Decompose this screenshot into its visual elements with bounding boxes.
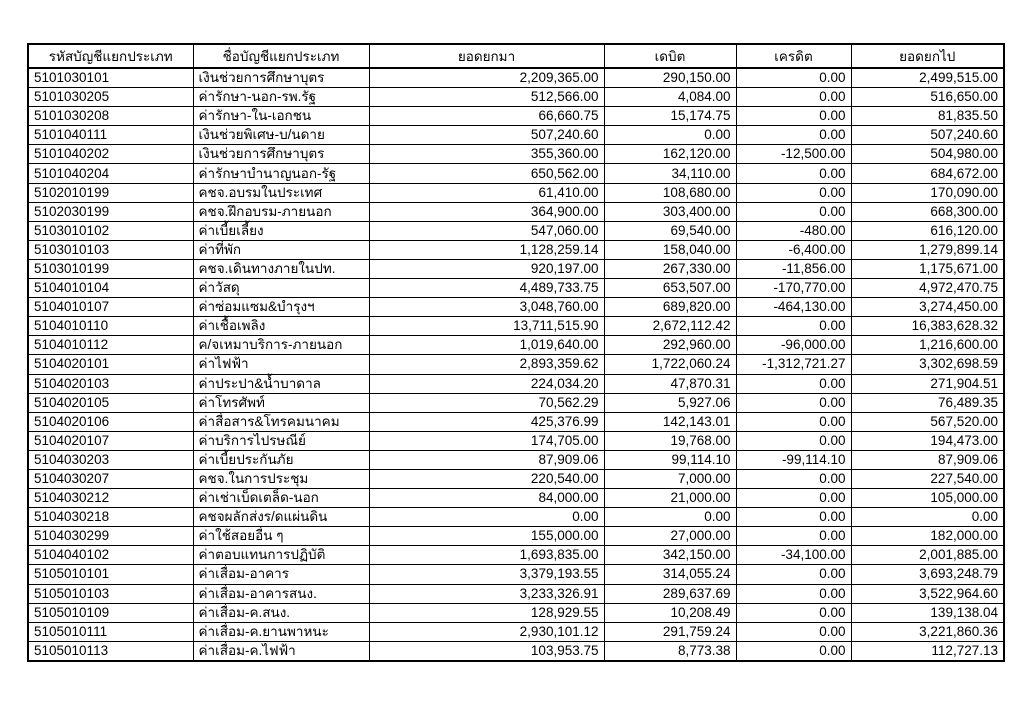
table-row xyxy=(28,489,1004,508)
balance-forward-cell: 425,376.99 xyxy=(369,412,604,431)
account-name-cell: ค่าเสื่อม-ค.สนง. xyxy=(193,603,369,622)
table-row xyxy=(28,68,1004,88)
account-code-cell: 5104020106 xyxy=(28,412,193,431)
account-name-cell: ค่าบริการไปรษณีย์ xyxy=(193,431,369,450)
balance-forward-cell: 174,705.00 xyxy=(369,431,604,450)
table-row xyxy=(28,527,1004,546)
debit-cell: 292,960.00 xyxy=(604,336,736,355)
debit-cell: 1,722,060.24 xyxy=(604,355,736,374)
debit-cell: 108,680.00 xyxy=(604,183,736,202)
credit-cell: -6,400.00 xyxy=(736,240,851,259)
credit-cell: 0.00 xyxy=(736,565,851,584)
table-row xyxy=(28,183,1004,202)
account-name-cell: ค่าประปา&น้ำบาดาล xyxy=(193,374,369,393)
debit-cell: 142,143.01 xyxy=(604,412,736,431)
account-name-cell: ค่าเสื่อม-อาคาร xyxy=(193,565,369,584)
account-code-cell: 5104010104 xyxy=(28,279,193,298)
balance-carried-cell: 112,727.13 xyxy=(851,641,1004,661)
account-code-cell: 5104030218 xyxy=(28,508,193,527)
header-account-name: ชื่อบัญชีแยกประเภท xyxy=(193,44,369,68)
table-header xyxy=(28,44,1004,68)
header-row xyxy=(28,44,1004,68)
account-code-cell: 5105010113 xyxy=(28,641,193,661)
credit-cell: 0.00 xyxy=(736,126,851,145)
account-code-cell: 5104020101 xyxy=(28,355,193,374)
balance-carried-cell: 3,302,698.59 xyxy=(851,355,1004,374)
balance-forward-cell: 355,360.00 xyxy=(369,145,604,164)
balance-carried-cell: 139,138.04 xyxy=(851,603,1004,622)
balance-carried-cell: 567,520.00 xyxy=(851,412,1004,431)
account-name-cell: คชจ.อบรมในประเทศ xyxy=(193,183,369,202)
debit-cell: 19,768.00 xyxy=(604,431,736,450)
credit-cell: 0.00 xyxy=(736,508,851,527)
balance-forward-cell: 3,048,760.00 xyxy=(369,298,604,317)
account-code-cell: 5101030101 xyxy=(28,68,193,88)
table-row xyxy=(28,107,1004,126)
account-name-cell: ค่าใช้สอยอื่น ๆ xyxy=(193,527,369,546)
table-row xyxy=(28,450,1004,469)
debit-cell: 342,150.00 xyxy=(604,546,736,565)
account-name-cell: คชจ.เดินทางภายในปท. xyxy=(193,259,369,278)
table-row xyxy=(28,145,1004,164)
table-row xyxy=(28,355,1004,374)
credit-cell: 0.00 xyxy=(736,183,851,202)
table-row xyxy=(28,202,1004,221)
debit-cell: 7,000.00 xyxy=(604,469,736,488)
table-row xyxy=(28,469,1004,488)
debit-cell: 0.00 xyxy=(604,508,736,527)
table-row xyxy=(28,565,1004,584)
account-code-cell: 5104030212 xyxy=(28,489,193,508)
account-code-cell: 5105010103 xyxy=(28,584,193,603)
credit-cell: 0.00 xyxy=(736,374,851,393)
table-row xyxy=(28,622,1004,641)
balance-forward-cell: 364,900.00 xyxy=(369,202,604,221)
account-name-cell: คชจ.ในการประชุม xyxy=(193,469,369,488)
account-code-cell: 5101030205 xyxy=(28,88,193,107)
balance-forward-cell: 128,929.55 xyxy=(369,603,604,622)
account-name-cell: เงินช่วยพิเศษ-บ/นดาย xyxy=(193,126,369,145)
table-row xyxy=(28,221,1004,240)
balance-forward-cell: 66,660.75 xyxy=(369,107,604,126)
table-row xyxy=(28,317,1004,336)
balance-carried-cell: 76,489.35 xyxy=(851,393,1004,412)
account-name-cell: ค่าซ่อมแซม&บำรุงฯ xyxy=(193,298,369,317)
account-name-cell: ค่าเสื่อม-ค.ไฟฟ้า xyxy=(193,641,369,661)
balance-carried-cell: 16,383,628.32 xyxy=(851,317,1004,336)
balance-carried-cell: 516,650.00 xyxy=(851,88,1004,107)
debit-cell: 267,330.00 xyxy=(604,259,736,278)
account-code-cell: 5101040202 xyxy=(28,145,193,164)
credit-cell: 0.00 xyxy=(736,622,851,641)
table-row xyxy=(28,431,1004,450)
table-row xyxy=(28,641,1004,661)
balance-carried-cell: 1,279,899.14 xyxy=(851,240,1004,259)
table-row xyxy=(28,336,1004,355)
balance-forward-cell: 650,562.00 xyxy=(369,164,604,183)
debit-cell: 653,507.00 xyxy=(604,279,736,298)
header-balance-carried: ยอดยกไป xyxy=(851,44,1004,68)
credit-cell: 0.00 xyxy=(736,469,851,488)
balance-carried-cell: 105,000.00 xyxy=(851,489,1004,508)
balance-carried-cell: 2,001,885.00 xyxy=(851,546,1004,565)
account-name-cell: ค่ารักษา-ใน-เอกชน xyxy=(193,107,369,126)
account-code-cell: 5101030208 xyxy=(28,107,193,126)
table-row xyxy=(28,240,1004,259)
credit-cell: -12,500.00 xyxy=(736,145,851,164)
gl-account-table xyxy=(27,43,1005,662)
table-row xyxy=(28,393,1004,412)
balance-forward-cell: 1,019,640.00 xyxy=(369,336,604,355)
credit-cell: -11,856.00 xyxy=(736,259,851,278)
credit-cell: 0.00 xyxy=(736,527,851,546)
debit-cell: 5,927.06 xyxy=(604,393,736,412)
balance-forward-cell: 1,128,259.14 xyxy=(369,240,604,259)
credit-cell: 0.00 xyxy=(736,603,851,622)
credit-cell: 0.00 xyxy=(736,412,851,431)
debit-cell: 158,040.00 xyxy=(604,240,736,259)
debit-cell: 303,400.00 xyxy=(604,202,736,221)
table-row xyxy=(28,259,1004,278)
balance-forward-cell: 224,034.20 xyxy=(369,374,604,393)
balance-carried-cell: 194,473.00 xyxy=(851,431,1004,450)
table-row xyxy=(28,584,1004,603)
account-code-cell: 5105010101 xyxy=(28,565,193,584)
account-name-cell: ค่าเชื้อเพลิง xyxy=(193,317,369,336)
debit-cell: 27,000.00 xyxy=(604,527,736,546)
account-name-cell: ค่าเสื่อม-อาคารสนง. xyxy=(193,584,369,603)
table-row xyxy=(28,374,1004,393)
balance-carried-cell: 170,090.00 xyxy=(851,183,1004,202)
balance-carried-cell: 504,980.00 xyxy=(851,145,1004,164)
debit-cell: 4,084.00 xyxy=(604,88,736,107)
account-code-cell: 5104030207 xyxy=(28,469,193,488)
balance-carried-cell: 1,175,671.00 xyxy=(851,259,1004,278)
debit-cell: 689,820.00 xyxy=(604,298,736,317)
account-code-cell: 5104010110 xyxy=(28,317,193,336)
debit-cell: 289,637.69 xyxy=(604,584,736,603)
credit-cell: 0.00 xyxy=(736,317,851,336)
account-code-cell: 5105010109 xyxy=(28,603,193,622)
table-row xyxy=(28,279,1004,298)
credit-cell: -34,100.00 xyxy=(736,546,851,565)
debit-cell: 47,870.31 xyxy=(604,374,736,393)
balance-carried-cell: 2,499,515.00 xyxy=(851,68,1004,88)
debit-cell: 15,174.75 xyxy=(604,107,736,126)
table-row xyxy=(28,603,1004,622)
account-name-cell: ค่าไฟฟ้า xyxy=(193,355,369,374)
account-code-cell: 5101040111 xyxy=(28,126,193,145)
account-name-cell: เงินช่วยการศึกษาบุตร xyxy=(193,145,369,164)
debit-cell: 162,120.00 xyxy=(604,145,736,164)
balance-forward-cell: 2,930,101.12 xyxy=(369,622,604,641)
account-name-cell: ค่าเบี้ยเลี้ยง xyxy=(193,221,369,240)
debit-cell: 69,540.00 xyxy=(604,221,736,240)
account-code-cell: 5104010107 xyxy=(28,298,193,317)
header-debit: เดบิต xyxy=(604,44,736,68)
credit-cell: 0.00 xyxy=(736,164,851,183)
account-name-cell: ค่าที่พัก xyxy=(193,240,369,259)
credit-cell: -480.00 xyxy=(736,221,851,240)
table-body xyxy=(28,68,1004,661)
balance-forward-cell: 220,540.00 xyxy=(369,469,604,488)
debit-cell: 8,773.38 xyxy=(604,641,736,661)
balance-forward-cell: 155,000.00 xyxy=(369,527,604,546)
table-row xyxy=(28,164,1004,183)
account-name-cell: ค่าเช่าเบ็ดเตล็ด-นอก xyxy=(193,489,369,508)
credit-cell: -464,130.00 xyxy=(736,298,851,317)
balance-carried-cell: 3,693,248.79 xyxy=(851,565,1004,584)
balance-carried-cell: 3,221,860.36 xyxy=(851,622,1004,641)
account-name-cell: คชจผลักส่งร/ดแผ่นดิน xyxy=(193,508,369,527)
table-row xyxy=(28,298,1004,317)
account-name-cell: ค่ารักษาบำนาญนอก-รัฐ xyxy=(193,164,369,183)
table-row xyxy=(28,412,1004,431)
balance-forward-cell: 4,489,733.75 xyxy=(369,279,604,298)
credit-cell: 0.00 xyxy=(736,88,851,107)
balance-carried-cell: 81,835.50 xyxy=(851,107,1004,126)
account-name-cell: ค่าโทรศัพท์ xyxy=(193,393,369,412)
account-code-cell: 5104020105 xyxy=(28,393,193,412)
account-code-cell: 5104010112 xyxy=(28,336,193,355)
account-name-cell: คชจ.ฝึกอบรม-ภายนอก xyxy=(193,202,369,221)
balance-forward-cell: 547,060.00 xyxy=(369,221,604,240)
balance-forward-cell: 512,566.00 xyxy=(369,88,604,107)
credit-cell: 0.00 xyxy=(736,202,851,221)
debit-cell: 314,055.24 xyxy=(604,565,736,584)
account-code-cell: 5102010199 xyxy=(28,183,193,202)
balance-carried-cell: 507,240.60 xyxy=(851,126,1004,145)
account-code-cell: 5102030199 xyxy=(28,202,193,221)
credit-cell: -99,114.10 xyxy=(736,450,851,469)
credit-cell: 0.00 xyxy=(736,68,851,88)
balance-forward-cell: 0.00 xyxy=(369,508,604,527)
account-name-cell: ค่ารักษา-นอก-รพ.รัฐ xyxy=(193,88,369,107)
account-code-cell: 5104020107 xyxy=(28,431,193,450)
balance-forward-cell: 1,693,835.00 xyxy=(369,546,604,565)
credit-cell: -1,312,721.27 xyxy=(736,355,851,374)
balance-carried-cell: 1,216,600.00 xyxy=(851,336,1004,355)
balance-carried-cell: 616,120.00 xyxy=(851,221,1004,240)
balance-carried-cell: 3,522,964.60 xyxy=(851,584,1004,603)
table-row xyxy=(28,508,1004,527)
debit-cell: 34,110.00 xyxy=(604,164,736,183)
account-name-cell: ค่าเสื่อม-ค.ยานพาหนะ xyxy=(193,622,369,641)
account-name-cell: ค่าเบี้ยประกันภัย xyxy=(193,450,369,469)
credit-cell: 0.00 xyxy=(736,489,851,508)
balance-forward-cell: 84,000.00 xyxy=(369,489,604,508)
balance-carried-cell: 4,972,470.75 xyxy=(851,279,1004,298)
header-balance-forward: ยอดยกมา xyxy=(369,44,604,68)
balance-forward-cell: 13,711,515.90 xyxy=(369,317,604,336)
table-row xyxy=(28,88,1004,107)
debit-cell: 291,759.24 xyxy=(604,622,736,641)
debit-cell: 99,114.10 xyxy=(604,450,736,469)
credit-cell: 0.00 xyxy=(736,641,851,661)
account-code-cell: 5104020103 xyxy=(28,374,193,393)
credit-cell: -170,770.00 xyxy=(736,279,851,298)
account-name-cell: ค่าตอบแทนการปฏิบัติ xyxy=(193,546,369,565)
balance-carried-cell: 684,672.00 xyxy=(851,164,1004,183)
balance-carried-cell: 3,274,450.00 xyxy=(851,298,1004,317)
credit-cell: 0.00 xyxy=(736,431,851,450)
debit-cell: 21,000.00 xyxy=(604,489,736,508)
credit-cell: 0.00 xyxy=(736,584,851,603)
account-name-cell: เงินช่วยการศึกษาบุตร xyxy=(193,68,369,88)
balance-forward-cell: 70,562.29 xyxy=(369,393,604,412)
account-name-cell: ค่าสื่อสาร&โทรคมนาคม xyxy=(193,412,369,431)
header-credit: เครดิต xyxy=(736,44,851,68)
balance-forward-cell: 103,953.75 xyxy=(369,641,604,661)
account-code-cell: 5104040102 xyxy=(28,546,193,565)
balance-forward-cell: 61,410.00 xyxy=(369,183,604,202)
account-code-cell: 5104030299 xyxy=(28,527,193,546)
table-row xyxy=(28,546,1004,565)
credit-cell: 0.00 xyxy=(736,393,851,412)
balance-forward-cell: 920,197.00 xyxy=(369,259,604,278)
balance-forward-cell: 2,893,359.62 xyxy=(369,355,604,374)
balance-carried-cell: 668,300.00 xyxy=(851,202,1004,221)
account-code-cell: 5105010111 xyxy=(28,622,193,641)
account-name-cell: ค่าวัสดุ xyxy=(193,279,369,298)
balance-forward-cell: 2,209,365.00 xyxy=(369,68,604,88)
balance-carried-cell: 87,909.06 xyxy=(851,450,1004,469)
account-code-cell: 5103010103 xyxy=(28,240,193,259)
account-code-cell: 5104030203 xyxy=(28,450,193,469)
credit-cell: 0.00 xyxy=(736,107,851,126)
balance-forward-cell: 87,909.06 xyxy=(369,450,604,469)
account-code-cell: 5101040204 xyxy=(28,164,193,183)
header-account-code: รหัสบัญชีแยกประเภท xyxy=(28,44,193,68)
debit-cell: 2,672,112.42 xyxy=(604,317,736,336)
account-code-cell: 5103010199 xyxy=(28,259,193,278)
table-row xyxy=(28,126,1004,145)
debit-cell: 290,150.00 xyxy=(604,68,736,88)
balance-carried-cell: 0.00 xyxy=(851,508,1004,527)
credit-cell: -96,000.00 xyxy=(736,336,851,355)
account-code-cell: 5103010102 xyxy=(28,221,193,240)
account-name-cell: ค/จเหมาบริการ-ภายนอก xyxy=(193,336,369,355)
balance-carried-cell: 227,540.00 xyxy=(851,469,1004,488)
debit-cell: 0.00 xyxy=(604,126,736,145)
debit-cell: 10,208.49 xyxy=(604,603,736,622)
balance-forward-cell: 507,240.60 xyxy=(369,126,604,145)
balance-carried-cell: 271,904.51 xyxy=(851,374,1004,393)
balance-forward-cell: 3,233,326.91 xyxy=(369,584,604,603)
balance-carried-cell: 182,000.00 xyxy=(851,527,1004,546)
balance-forward-cell: 3,379,193.55 xyxy=(369,565,604,584)
